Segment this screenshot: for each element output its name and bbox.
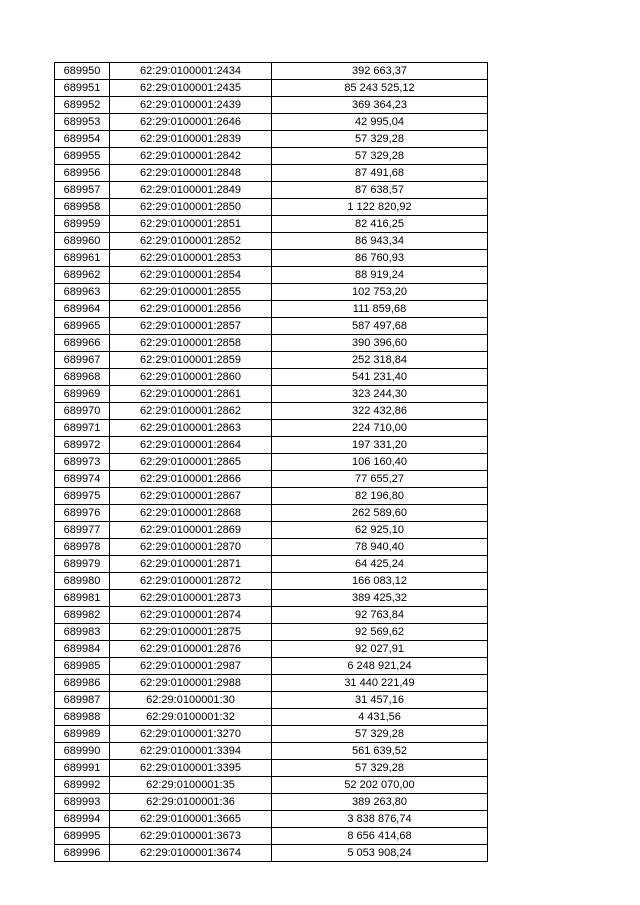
cadastral-value-cell: 8 656 414,68	[272, 828, 488, 845]
table-row	[55, 777, 488, 794]
table-row	[55, 97, 488, 114]
cadastral-number-cell: 62:29:0100001:2850	[110, 199, 272, 216]
table-row	[55, 845, 488, 862]
cadastral-value-cell: 561 639,52	[272, 743, 488, 760]
table-row	[55, 420, 488, 437]
cadastral-value-cell: 6 248 921,24	[272, 658, 488, 675]
cadastral-number-cell: 62:29:0100001:2859	[110, 352, 272, 369]
cadastral-value-cell: 57 329,28	[272, 726, 488, 743]
table-row	[55, 352, 488, 369]
row-id-cell: 689962	[55, 267, 110, 284]
row-id-cell: 689971	[55, 420, 110, 437]
cadastral-number-cell: 62:29:0100001:2867	[110, 488, 272, 505]
table-row	[55, 709, 488, 726]
table-row	[55, 131, 488, 148]
cadastral-number-cell: 62:29:0100001:2842	[110, 148, 272, 165]
row-id-cell: 689986	[55, 675, 110, 692]
cadastral-value-cell: 322 432,86	[272, 403, 488, 420]
row-id-cell: 689975	[55, 488, 110, 505]
cadastral-number-cell: 62:29:0100001:2857	[110, 318, 272, 335]
cadastral-number-cell: 62:29:0100001:2849	[110, 182, 272, 199]
cadastral-value-cell: 92 027,91	[272, 641, 488, 658]
row-id-cell: 689987	[55, 692, 110, 709]
row-id-cell: 689952	[55, 97, 110, 114]
cadastral-value-cell: 166 083,12	[272, 573, 488, 590]
cadastral-number-cell: 62:29:0100001:3674	[110, 845, 272, 862]
cadastral-value-cell: 86 943,34	[272, 233, 488, 250]
cadastral-number-cell: 62:29:0100001:2855	[110, 284, 272, 301]
table-row	[55, 216, 488, 233]
cadastral-value-cell: 78 940,40	[272, 539, 488, 556]
cadastral-value-cell: 64 425,24	[272, 556, 488, 573]
row-id-cell: 689967	[55, 352, 110, 369]
cadastral-value-cell: 42 995,04	[272, 114, 488, 131]
table-row	[55, 760, 488, 777]
row-id-cell: 689985	[55, 658, 110, 675]
row-id-cell: 689992	[55, 777, 110, 794]
cadastral-value-cell: 224 710,00	[272, 420, 488, 437]
cadastral-value-cell: 57 329,28	[272, 760, 488, 777]
cadastral-value-cell: 86 760,93	[272, 250, 488, 267]
row-id-cell: 689991	[55, 760, 110, 777]
row-id-cell: 689978	[55, 539, 110, 556]
cadastral-number-cell: 62:29:0100001:2852	[110, 233, 272, 250]
table-row	[55, 522, 488, 539]
cadastral-value-cell: 85 243 525,12	[272, 80, 488, 97]
row-id-cell: 689963	[55, 284, 110, 301]
row-id-cell: 689989	[55, 726, 110, 743]
row-id-cell: 689979	[55, 556, 110, 573]
table-row	[55, 148, 488, 165]
row-id-cell: 689984	[55, 641, 110, 658]
cadastral-number-cell: 62:29:0100001:2861	[110, 386, 272, 403]
cadastral-number-cell: 62:29:0100001:3665	[110, 811, 272, 828]
cadastral-number-cell: 62:29:0100001:2863	[110, 420, 272, 437]
table-body	[55, 63, 488, 862]
row-id-cell: 689970	[55, 403, 110, 420]
cadastral-number-cell: 62:29:0100001:2869	[110, 522, 272, 539]
cadastral-value-cell: 77 655,27	[272, 471, 488, 488]
cadastral-value-cell: 252 318,84	[272, 352, 488, 369]
table-row	[55, 301, 488, 318]
cadastral-number-cell: 62:29:0100001:3395	[110, 760, 272, 777]
cadastral-value-cell: 390 396,60	[272, 335, 488, 352]
cadastral-value-cell: 92 763,84	[272, 607, 488, 624]
cadastral-number-cell: 62:29:0100001:30	[110, 692, 272, 709]
table-row	[55, 811, 488, 828]
table-row	[55, 573, 488, 590]
table-row	[55, 165, 488, 182]
cadastral-value-cell: 262 589,60	[272, 505, 488, 522]
table-row	[55, 828, 488, 845]
row-id-cell: 689988	[55, 709, 110, 726]
cadastral-value-cell: 31 457,16	[272, 692, 488, 709]
cadastral-value-cell: 92 569,62	[272, 624, 488, 641]
cadastral-number-cell: 62:29:0100001:2988	[110, 675, 272, 692]
cadastral-number-cell: 62:29:0100001:2862	[110, 403, 272, 420]
cadastral-number-cell: 62:29:0100001:2860	[110, 369, 272, 386]
cadastral-number-cell: 62:29:0100001:2873	[110, 590, 272, 607]
row-id-cell: 689980	[55, 573, 110, 590]
cadastral-number-cell: 62:29:0100001:2854	[110, 267, 272, 284]
row-id-cell: 689995	[55, 828, 110, 845]
table-row	[55, 403, 488, 420]
cadastral-value-cell: 392 663,37	[272, 63, 488, 80]
cadastral-value-cell: 102 753,20	[272, 284, 488, 301]
cadastral-number-cell: 62:29:0100001:2870	[110, 539, 272, 556]
cadastral-value-cell: 106 160,40	[272, 454, 488, 471]
table-row	[55, 641, 488, 658]
table-row	[55, 454, 488, 471]
cadastral-value-cell: 323 244,30	[272, 386, 488, 403]
table-row	[55, 437, 488, 454]
cadastral-number-cell: 62:29:0100001:36	[110, 794, 272, 811]
cadastral-value-cell: 82 196,80	[272, 488, 488, 505]
row-id-cell: 689976	[55, 505, 110, 522]
row-id-cell: 689994	[55, 811, 110, 828]
table-row	[55, 267, 488, 284]
cadastral-value-cell: 52 202 070,00	[272, 777, 488, 794]
cadastral-number-cell: 62:29:0100001:2435	[110, 80, 272, 97]
cadastral-value-cell: 57 329,28	[272, 148, 488, 165]
table-row	[55, 386, 488, 403]
row-id-cell: 689955	[55, 148, 110, 165]
cadastral-number-cell: 62:29:0100001:2434	[110, 63, 272, 80]
table-row	[55, 794, 488, 811]
cadastral-value-cell: 389 425,32	[272, 590, 488, 607]
table-row	[55, 607, 488, 624]
cadastral-value-cell: 88 919,24	[272, 267, 488, 284]
row-id-cell: 689959	[55, 216, 110, 233]
cadastral-value-cell: 541 231,40	[272, 369, 488, 386]
table-row	[55, 539, 488, 556]
row-id-cell: 689974	[55, 471, 110, 488]
table-row	[55, 556, 488, 573]
row-id-cell: 689965	[55, 318, 110, 335]
cadastral-value-cell: 389 263,80	[272, 794, 488, 811]
table-row	[55, 318, 488, 335]
row-id-cell: 689961	[55, 250, 110, 267]
row-id-cell: 689983	[55, 624, 110, 641]
cadastral-number-cell: 62:29:0100001:2875	[110, 624, 272, 641]
cadastral-number-cell: 62:29:0100001:2853	[110, 250, 272, 267]
cadastral-number-cell: 62:29:0100001:2839	[110, 131, 272, 148]
cadastral-value-cell: 57 329,28	[272, 131, 488, 148]
cadastral-number-cell: 62:29:0100001:32	[110, 709, 272, 726]
row-id-cell: 689960	[55, 233, 110, 250]
cadastral-number-cell: 62:29:0100001:2871	[110, 556, 272, 573]
cadastral-value-cell: 82 416,25	[272, 216, 488, 233]
cadastral-number-cell: 62:29:0100001:3270	[110, 726, 272, 743]
table-row	[55, 743, 488, 760]
cadastral-value-cell: 5 053 908,24	[272, 845, 488, 862]
table-row	[55, 505, 488, 522]
row-id-cell: 689950	[55, 63, 110, 80]
row-id-cell: 689956	[55, 165, 110, 182]
cadastral-number-cell: 62:29:0100001:2987	[110, 658, 272, 675]
table-row	[55, 675, 488, 692]
cadastral-value-cell: 197 331,20	[272, 437, 488, 454]
row-id-cell: 689964	[55, 301, 110, 318]
cadastral-number-cell: 62:29:0100001:2868	[110, 505, 272, 522]
cadastral-value-cell: 3 838 876,74	[272, 811, 488, 828]
table-row	[55, 114, 488, 131]
cadastral-value-cell: 111 859,68	[272, 301, 488, 318]
table-row	[55, 590, 488, 607]
row-id-cell: 689993	[55, 794, 110, 811]
cadastral-value-cell: 62 925,10	[272, 522, 488, 539]
cadastral-number-cell: 62:29:0100001:35	[110, 777, 272, 794]
row-id-cell: 689996	[55, 845, 110, 862]
cadastral-value-cell: 587 497,68	[272, 318, 488, 335]
cadastral-number-cell: 62:29:0100001:2865	[110, 454, 272, 471]
cadastral-number-cell: 62:29:0100001:2874	[110, 607, 272, 624]
row-id-cell: 689969	[55, 386, 110, 403]
table-row	[55, 692, 488, 709]
cadastral-value-cell: 1 122 820,92	[272, 199, 488, 216]
cadastral-number-cell: 62:29:0100001:2856	[110, 301, 272, 318]
table-row	[55, 369, 488, 386]
table-row	[55, 284, 488, 301]
cadastral-value-cell: 87 638,57	[272, 182, 488, 199]
table-row	[55, 80, 488, 97]
row-id-cell: 689990	[55, 743, 110, 760]
cadastral-number-cell: 62:29:0100001:3394	[110, 743, 272, 760]
cadastral-value-cell: 4 431,56	[272, 709, 488, 726]
cadastral-value-table	[54, 62, 488, 862]
row-id-cell: 689957	[55, 182, 110, 199]
row-id-cell: 689981	[55, 590, 110, 607]
row-id-cell: 689954	[55, 131, 110, 148]
cadastral-number-cell: 62:29:0100001:2864	[110, 437, 272, 454]
table-row	[55, 624, 488, 641]
row-id-cell: 689972	[55, 437, 110, 454]
cadastral-number-cell: 62:29:0100001:2646	[110, 114, 272, 131]
cadastral-number-cell: 62:29:0100001:2876	[110, 641, 272, 658]
table-row	[55, 182, 488, 199]
table-row	[55, 233, 488, 250]
cadastral-number-cell: 62:29:0100001:2439	[110, 97, 272, 114]
cadastral-number-cell: 62:29:0100001:2851	[110, 216, 272, 233]
table-row	[55, 199, 488, 216]
cadastral-value-cell: 87 491,68	[272, 165, 488, 182]
row-id-cell: 689958	[55, 199, 110, 216]
table-row	[55, 63, 488, 80]
table-row	[55, 250, 488, 267]
cadastral-number-cell: 62:29:0100001:2866	[110, 471, 272, 488]
row-id-cell: 689973	[55, 454, 110, 471]
cadastral-number-cell: 62:29:0100001:2858	[110, 335, 272, 352]
table-row	[55, 471, 488, 488]
cadastral-number-cell: 62:29:0100001:2872	[110, 573, 272, 590]
row-id-cell: 689968	[55, 369, 110, 386]
row-id-cell: 689982	[55, 607, 110, 624]
table-row	[55, 335, 488, 352]
row-id-cell: 689966	[55, 335, 110, 352]
row-id-cell: 689953	[55, 114, 110, 131]
table-row	[55, 726, 488, 743]
row-id-cell: 689951	[55, 80, 110, 97]
cadastral-number-cell: 62:29:0100001:3673	[110, 828, 272, 845]
cadastral-number-cell: 62:29:0100001:2848	[110, 165, 272, 182]
table-row	[55, 658, 488, 675]
cadastral-value-cell: 31 440 221,49	[272, 675, 488, 692]
row-id-cell: 689977	[55, 522, 110, 539]
table-row	[55, 488, 488, 505]
cadastral-value-cell: 369 364,23	[272, 97, 488, 114]
